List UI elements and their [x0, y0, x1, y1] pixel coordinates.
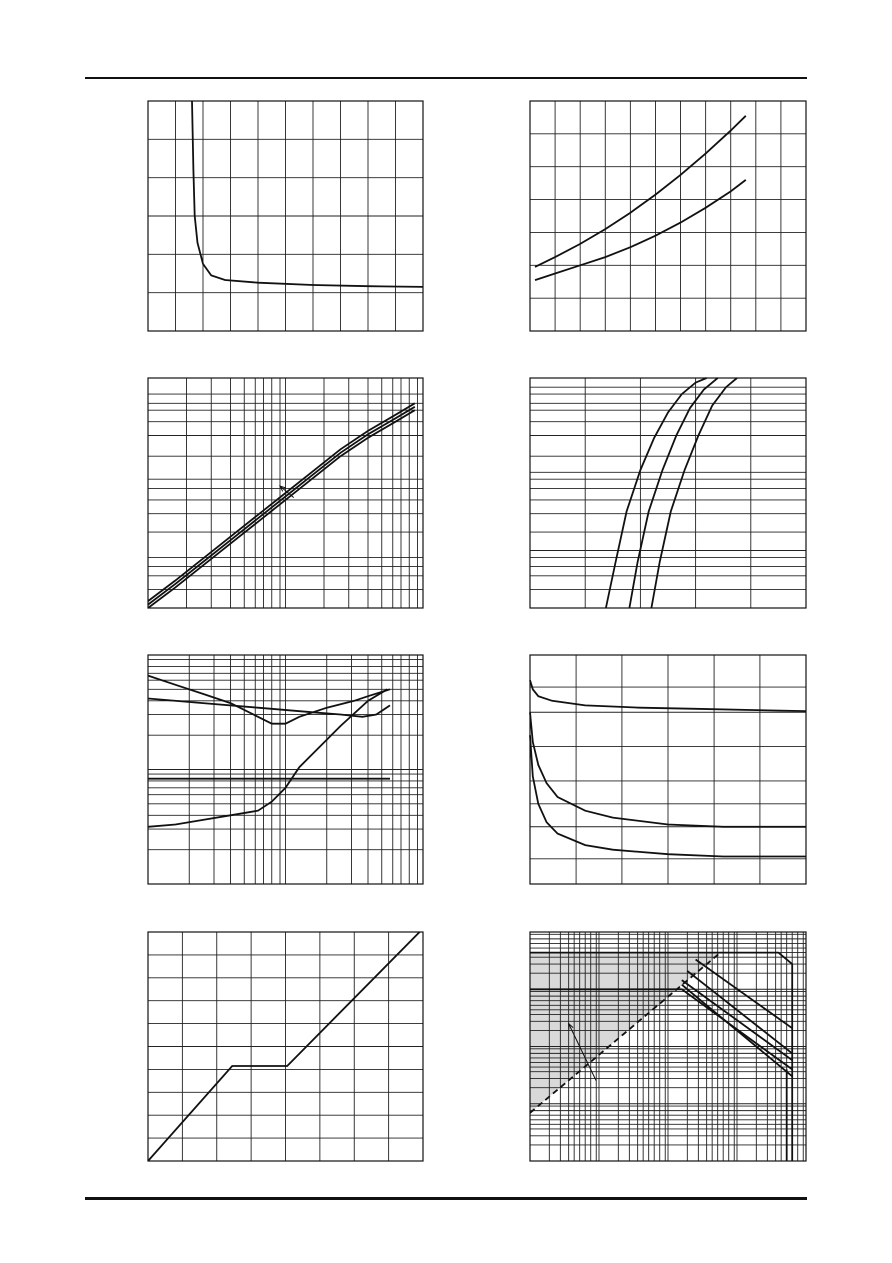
chart-8: [530, 932, 806, 1161]
header-rule: [85, 77, 807, 79]
series-1: [148, 410, 415, 608]
chart-2: [530, 101, 806, 331]
grid: [530, 101, 806, 331]
plot-frame: [530, 101, 806, 331]
chart-1: [148, 101, 423, 331]
footer-rule: [85, 1197, 807, 1200]
series-4: [687, 971, 792, 1054]
series-3: [651, 378, 737, 608]
grid: [530, 655, 806, 884]
chart-5: [148, 655, 423, 884]
series-2: [148, 407, 415, 605]
grid: [148, 101, 423, 331]
series-2: [629, 378, 717, 608]
series-1: [535, 116, 746, 267]
chart-3: [148, 378, 423, 608]
series-1: [192, 101, 423, 287]
series-3: [696, 960, 793, 1029]
series-1: [606, 378, 707, 608]
grid: [148, 932, 423, 1161]
chart-4: [530, 378, 806, 608]
chart-7: [148, 932, 423, 1161]
chart-6: [530, 655, 806, 884]
